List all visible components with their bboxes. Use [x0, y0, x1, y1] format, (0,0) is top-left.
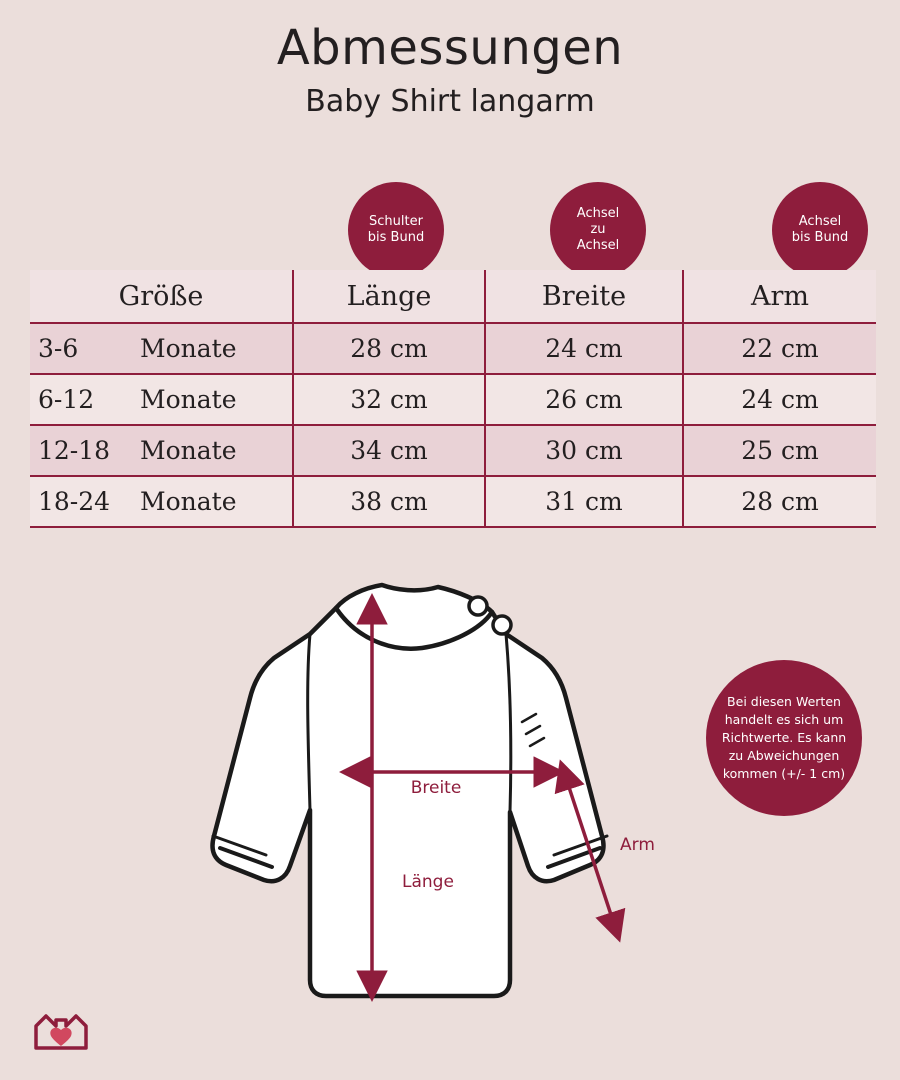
disclaimer-note — [706, 660, 862, 816]
table-row — [30, 425, 876, 476]
cell-size-range: 6-12 — [38, 385, 95, 414]
cell-size-range: 3-6 — [38, 334, 79, 363]
cell-breite: 30 cm — [485, 425, 683, 476]
badge-line-1: Schulter — [369, 213, 423, 229]
badge-line-2: bis Bund — [791, 230, 849, 245]
shirt-illustration — [150, 560, 670, 1030]
cell-arm: 22 cm — [683, 323, 876, 374]
cell-laenge: 34 cm — [293, 425, 485, 476]
cell-size-unit: Monate — [140, 385, 237, 414]
cell-size — [30, 323, 293, 374]
brand-logo — [32, 1008, 96, 1052]
label-arm: Arm — [620, 835, 655, 855]
label-laenge: Länge — [402, 872, 454, 892]
cell-size — [30, 374, 293, 425]
cell-breite: 26 cm — [485, 374, 683, 425]
badge-line-2: bis Bund — [367, 230, 425, 245]
cell-arm: 24 cm — [683, 374, 876, 425]
cell-size-unit: Monate — [140, 334, 237, 363]
size-table-wrapper — [30, 270, 870, 528]
header-cell-laenge: Länge — [293, 270, 485, 323]
cell-breite: 31 cm — [485, 476, 683, 527]
cell-arm: 25 cm — [683, 425, 876, 476]
disclaimer-text: Bei diesen Werten handelt es sich um Richtwerte. Es kann zu Abweichungen kommen (+/- 1 cm) — [721, 693, 847, 782]
badge-achsel-bis-bund — [772, 182, 868, 278]
cell-size-range: 18-24 — [38, 487, 111, 516]
table-row — [30, 374, 876, 425]
table-header-row — [30, 270, 876, 323]
badge-achsel-zu-achsel — [550, 182, 646, 278]
cell-breite: 24 cm — [485, 323, 683, 374]
header-cell-breite: Breite — [485, 270, 683, 323]
badge-line-1: Achsel — [576, 205, 620, 221]
cell-arm: 28 cm — [683, 476, 876, 527]
cell-size-unit: Monate — [140, 436, 237, 465]
cell-laenge: 32 cm — [293, 374, 485, 425]
badge-schulter-bis-bund — [348, 182, 444, 278]
page-title: Abmessungen — [276, 20, 624, 76]
cell-laenge: 38 cm — [293, 476, 485, 527]
table-row — [30, 323, 876, 374]
size-table — [30, 270, 876, 528]
header-cell-arm: Arm — [683, 270, 876, 323]
cell-size-unit: Monate — [140, 487, 237, 516]
label-breite: Breite — [410, 778, 462, 798]
badge-line-3: Achsel — [576, 238, 620, 254]
cell-size — [30, 425, 293, 476]
page-header — [0, 0, 900, 118]
shirt-drawing-icon — [150, 560, 670, 1030]
badge-line-2: zu — [590, 221, 606, 237]
heart-house-logo-icon — [32, 1008, 96, 1052]
page-subtitle: Baby Shirt langarm — [305, 83, 595, 119]
cell-size-range: 12-18 — [38, 436, 111, 465]
table-row — [30, 476, 876, 527]
header-cell-groesse: Größe — [30, 270, 293, 323]
badge-line-1: Achsel — [798, 213, 842, 229]
cell-size — [30, 476, 293, 527]
cell-laenge: 28 cm — [293, 323, 485, 374]
